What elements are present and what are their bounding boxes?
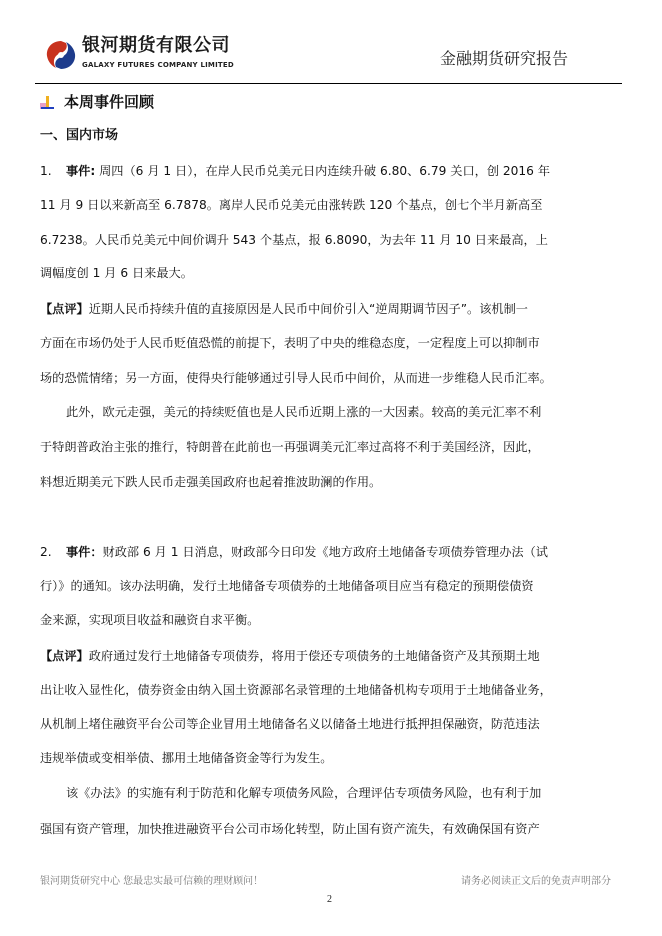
company-name-cn: 银河期货有限公司 [82, 35, 230, 56]
item1-para-line: 此外，欧元走强，美元的持续贬值也是人民币近期上涨的一大因素。较高的美元汇率不利 [66, 405, 542, 419]
item2-comment-line: 出让收入显性化，债券资金由纳入国土资源部名录管理的土地储备机构专项用于土地储备业务， [40, 683, 552, 697]
header-divider [35, 83, 622, 84]
footer-slogan: 银河期货研究中心 您最忠实最可信赖的理财顾问！ [40, 876, 264, 887]
page-number: 2 [327, 894, 332, 905]
galaxy-logo-icon [44, 38, 78, 72]
item1-comment-line: 方面在市场仍处于人民币贬值恐慌的前提下，表明了中央的维稳态度，一定程度上可以抑制市 [40, 336, 540, 350]
section-bullet-icon [40, 96, 54, 110]
item1-para-line: 料想近期美元下跌人民币走强美国政府也起着推波助澜的作用。 [40, 475, 382, 489]
item2-event-line: 行）》的通知。该办法明确，发行土地储备专项债券的土地储备项目应当有稳定的预期偿债资 [40, 579, 534, 593]
item1-event-line: 6.7238。人民币兑美元中间价调升 543 个基点，报 6.8090，为去年 11 月 10 日来最高，上 [40, 233, 548, 247]
item2-para-line: 该《办法》的实施有利于防范和化解专项债务风险，合理评估专项债务风险，也有利于加 [66, 786, 542, 800]
item1-event-line: 11 月 9 日以来新高至 6.7878。离岸人民币兑美元由涨转跌 120 个基点，创七个半月新高至 [40, 198, 543, 212]
comment-label: 【点评】 [40, 649, 89, 663]
comment-label: 【点评】 [40, 302, 89, 316]
item-number: 2. [40, 545, 52, 559]
item1-event-line: 1. 事件: 周四（6 月 1 日），在岸人民币兑美元日内连续升破 6.80、6.79 关口，创 2016 年 [40, 164, 551, 178]
report-title: 金融期货研究报告 [440, 49, 569, 68]
event-label: 事件: [66, 164, 96, 178]
item2-event-line: 2. 事件：财政部 6 月 1 日消息，财政部今日印发《地方政府土地储备专项债券管理办法（试 [40, 545, 548, 559]
item1-comment-line: 场的恐慌情绪；另一方面，使得央行能够通过引导人民币中间价，从而进一步维稳人民币汇率。 [40, 371, 552, 385]
company-name-en: GALAXY FUTURES COMPANY LIMITED [82, 61, 234, 69]
item-number: 1. [40, 164, 52, 178]
item2-comment-line: 【点评】政府通过发行土地储备专项债券，将用于偿还专项债务的土地储备资产及其预期土地 [40, 649, 540, 663]
subsection-title: 一、国内市场 [40, 128, 119, 143]
item2-comment-line: 违规举债或变相举债、挪用土地储备资金等行为发生。 [40, 751, 333, 765]
item1-para-line: 于特朗普政治主张的推行，特朗普在此前也一再强调美元汇率过高将不利于美国经济，因此， [40, 440, 540, 454]
item2-para-line: 强国有资产管理，加快推进融资平台公司市场化转型，防止国有资产流失，有效确保国有资产 [40, 822, 540, 836]
item1-event-line: 调幅度创 1 月 6 日来最大。 [40, 266, 193, 280]
section-title: 本周事件回顾 [64, 93, 155, 111]
item2-comment-line: 从机制上堵住融资平台公司等企业冒用土地储备名义以储备土地进行抵押担保融资，防范违法 [40, 717, 540, 731]
item2-event-line: 金来源，实现项目收益和融资自求平衡。 [40, 613, 260, 627]
footer-disclaimer: 请务必阅读正文后的免责声明部分 [461, 876, 611, 887]
event-label: 事件： [66, 545, 103, 559]
item1-comment-line: 【点评】近期人民币持续升值的直接原因是人民币中间价引入“逆周期调节因子”。该机制一 [40, 302, 528, 316]
